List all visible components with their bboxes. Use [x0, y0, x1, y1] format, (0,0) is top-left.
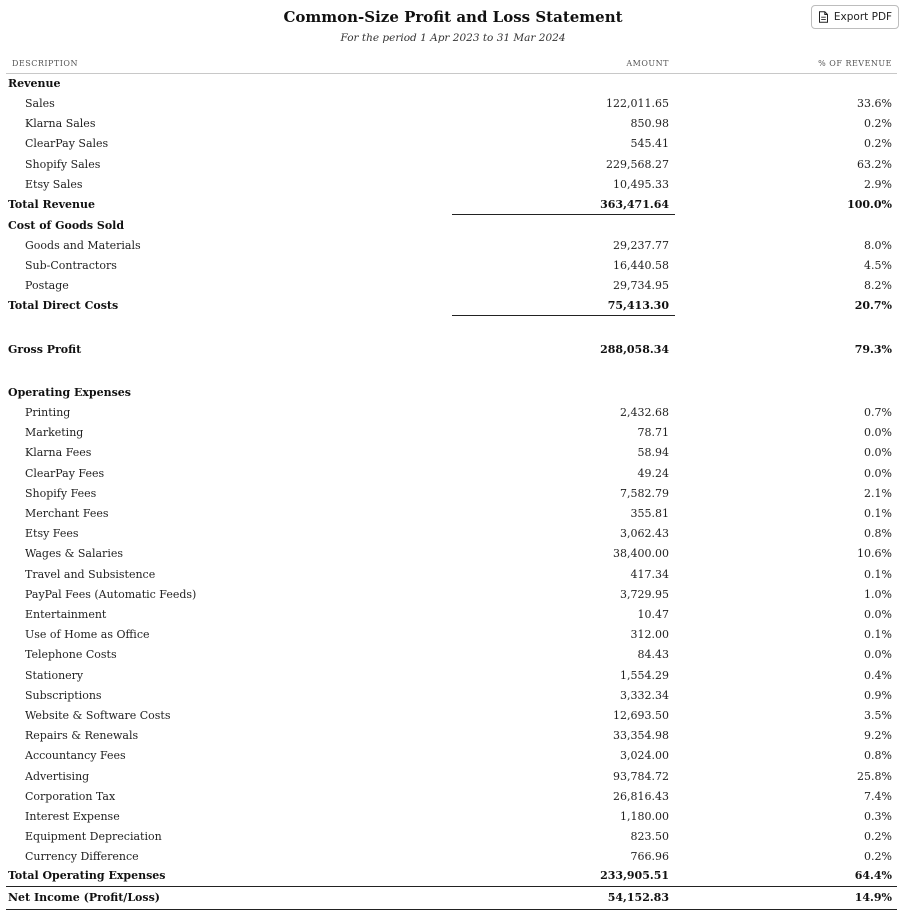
row-amount: 312.00: [630, 628, 669, 642]
section-heading-cogs: [0, 219, 906, 239]
row-percent: 0.1%: [864, 567, 892, 581]
row-label: Repairs & Renewals: [25, 729, 139, 743]
row-label: Sub-Contractors: [25, 259, 117, 273]
opex-item-row: [0, 830, 906, 850]
row-label: ClearPay Fees: [25, 466, 105, 480]
row-percent: 0.2%: [864, 117, 892, 131]
row-label: Postage: [25, 279, 69, 293]
row-amount: 355.81: [630, 507, 669, 520]
export-pdf-label: Export PDF: [833, 11, 893, 23]
row-label: Shopify Sales: [25, 157, 101, 171]
row-label: Accountancy Fees: [25, 749, 126, 763]
row-amount: 54,152.83: [607, 891, 669, 904]
row-amount: 93,784.72: [613, 769, 669, 783]
row-percent: 0.0%: [864, 446, 892, 460]
row-amount: 3,332.34: [620, 688, 669, 702]
revenue-item-row: [0, 137, 906, 157]
row-amount: 2,432.68: [620, 406, 669, 419]
row-percent: 2.1%: [864, 486, 892, 500]
row-label: Total Revenue: [8, 198, 96, 211]
row-amount: 545.41: [630, 137, 669, 151]
row-percent: 0.2%: [864, 830, 892, 844]
cogs-item-row: [0, 279, 906, 299]
row-label: Telephone Costs: [25, 648, 117, 662]
row-amount: 38,400.00: [613, 547, 669, 561]
row-label: Website & Software Costs: [25, 709, 171, 722]
row-label: Corporation Tax: [25, 789, 116, 803]
row-amount: 26,816.43: [613, 789, 669, 803]
row-percent: 1.0%: [864, 587, 892, 601]
row-percent: 0.3%: [864, 810, 892, 823]
column-header-description: DESCRIPTION: [12, 59, 78, 68]
gross-profit-row: [0, 343, 906, 363]
row-amount: 823.50: [630, 830, 669, 844]
document-icon: [818, 11, 829, 23]
opex-item-row: [0, 467, 906, 487]
row-percent: 64.4%: [854, 869, 892, 882]
header-divider: [6, 73, 897, 74]
row-amount: 288,058.34: [600, 343, 669, 356]
row-amount: 3,024.00: [620, 749, 669, 763]
column-header-amount: AMOUNT: [626, 59, 669, 68]
row-amount: 49.24: [637, 466, 669, 480]
report-title: Common-Size Profit and Loss Statement: [283, 8, 623, 26]
opex-item-row: [0, 406, 906, 426]
row-label: Klarna Fees: [25, 446, 92, 460]
opex-item-row: [0, 588, 906, 608]
report-period: For the period 1 Apr 2023 to 31 Mar 2024: [340, 32, 566, 44]
row-amount: 233,905.51: [600, 869, 669, 882]
row-percent: 10.6%: [857, 547, 892, 561]
row-amount: 84.43: [637, 648, 669, 662]
row-percent: 3.5%: [864, 709, 892, 722]
row-label: Etsy Sales: [25, 177, 83, 191]
row-label: Use of Home as Office: [25, 628, 150, 642]
row-percent: 0.0%: [864, 608, 892, 621]
net-income-row: [0, 891, 906, 911]
row-label: Currency Difference: [25, 850, 139, 864]
total-direct-costs-row: [0, 299, 906, 319]
row-amount: 78.71: [637, 426, 669, 440]
row-amount: 122,011.65: [606, 97, 669, 110]
row-amount: 850.98: [630, 117, 669, 131]
opex-total-rule: [6, 886, 897, 887]
row-label: Sales: [25, 97, 55, 110]
opex-item-row: [0, 648, 906, 668]
row-percent: 0.8%: [864, 749, 892, 763]
opex-item-row: [0, 729, 906, 749]
revenue-item-row: [0, 117, 906, 137]
section-heading-revenue: [0, 77, 906, 97]
row-percent: 0.1%: [864, 628, 892, 642]
row-percent: 0.0%: [864, 466, 892, 480]
row-label: Goods and Materials: [25, 239, 141, 252]
row-amount: 766.96: [630, 850, 669, 864]
row-amount: 58.94: [637, 446, 669, 460]
opex-item-row: [0, 426, 906, 446]
opex-item-row: [0, 487, 906, 507]
row-amount: 417.34: [630, 567, 669, 581]
revenue-item-row: [0, 97, 906, 117]
section-heading-label: Cost of Goods Sold: [8, 219, 125, 232]
row-percent: 0.8%: [864, 527, 892, 541]
opex-item-row: [0, 770, 906, 790]
row-label: Advertising: [25, 769, 90, 783]
opex-item-row: [0, 790, 906, 810]
row-percent: 25.8%: [857, 769, 892, 783]
opex-item-row: [0, 749, 906, 769]
row-amount: 29,734.95: [613, 279, 669, 293]
opex-item-row: [0, 669, 906, 689]
row-amount: 16,440.58: [613, 259, 669, 273]
row-percent: 9.2%: [864, 729, 892, 743]
opex-item-row: [0, 628, 906, 648]
cogs-item-row: [0, 259, 906, 279]
row-label: Total Direct Costs: [8, 299, 119, 312]
row-percent: 0.0%: [864, 648, 892, 662]
row-label: Gross Profit: [8, 343, 82, 356]
row-label: Shopify Fees: [25, 486, 97, 500]
row-amount: 3,729.95: [620, 587, 669, 601]
row-amount: 1,554.29: [620, 668, 669, 682]
row-amount: 10.47: [637, 608, 669, 621]
row-label: Printing: [25, 406, 71, 419]
row-percent: 4.5%: [864, 259, 892, 273]
row-amount: 33,354.98: [613, 729, 669, 743]
opex-item-row: [0, 689, 906, 709]
row-label: PayPal Fees (Automatic Feeds): [25, 587, 197, 601]
opex-item-row: [0, 608, 906, 628]
row-percent: 33.6%: [857, 97, 892, 110]
opex-item-row: [0, 709, 906, 729]
row-label: Merchant Fees: [25, 507, 109, 520]
row-label: Wages & Salaries: [25, 547, 123, 561]
row-percent: 0.2%: [864, 850, 892, 864]
opex-item-row: [0, 568, 906, 588]
row-percent: 0.4%: [864, 668, 892, 682]
row-amount: 363,471.64: [600, 198, 669, 211]
row-label: Subscriptions: [25, 688, 102, 702]
row-percent: 2.9%: [864, 177, 892, 191]
cogs-total-rule: [452, 315, 675, 316]
row-percent: 0.0%: [864, 426, 892, 440]
row-label: Etsy Fees: [25, 527, 79, 541]
opex-item-row: [0, 547, 906, 567]
cogs-item-row: [0, 239, 906, 259]
row-amount: 75,413.30: [607, 299, 669, 312]
row-percent: 0.7%: [864, 406, 892, 419]
section-heading-label: Revenue: [8, 77, 61, 90]
row-label: Stationery: [25, 668, 84, 682]
row-percent: 8.2%: [864, 279, 892, 293]
row-amount: 29,237.77: [613, 239, 669, 252]
net-income-rule: [6, 909, 897, 910]
row-amount: 229,568.27: [606, 157, 669, 171]
row-percent: 0.2%: [864, 137, 892, 151]
row-label: Klarna Sales: [25, 117, 96, 131]
total-revenue-row: [0, 198, 906, 218]
row-amount: 3,062.43: [620, 527, 669, 541]
row-label: ClearPay Sales: [25, 137, 109, 151]
row-amount: 1,180.00: [620, 810, 669, 823]
section-heading-opex: [0, 386, 906, 406]
row-percent: 79.3%: [854, 343, 892, 356]
revenue-item-row: [0, 158, 906, 178]
row-label: Interest Expense: [25, 810, 120, 823]
row-label: Equipment Depreciation: [25, 830, 162, 844]
opex-item-row: [0, 446, 906, 466]
row-percent: 7.4%: [864, 789, 892, 803]
row-percent: 100.0%: [847, 198, 892, 211]
row-label: Travel and Subsistence: [25, 567, 156, 581]
row-amount: 7,582.79: [620, 486, 669, 500]
opex-item-row: [0, 810, 906, 830]
row-percent: 63.2%: [857, 157, 892, 171]
column-header-percent: % OF REVENUE: [818, 59, 892, 68]
row-label: Entertainment: [25, 608, 107, 621]
export-pdf-button[interactable]: [811, 5, 899, 29]
row-percent: 0.9%: [864, 688, 892, 702]
opex-item-row: [0, 527, 906, 547]
row-amount: 10,495.33: [613, 177, 669, 191]
row-percent: 14.9%: [854, 891, 892, 904]
row-percent: 20.7%: [854, 299, 892, 312]
opex-item-row: [0, 850, 906, 870]
row-label: Net Income (Profit/Loss): [8, 891, 160, 904]
section-heading-label: Operating Expenses: [8, 386, 131, 399]
opex-item-row: [0, 507, 906, 527]
revenue-item-row: [0, 178, 906, 198]
row-label: Marketing: [25, 426, 84, 440]
row-label: Total Operating Expenses: [8, 869, 166, 882]
row-percent: 8.0%: [864, 239, 892, 252]
row-amount: 12,693.50: [613, 709, 669, 722]
row-percent: 0.1%: [864, 507, 892, 520]
